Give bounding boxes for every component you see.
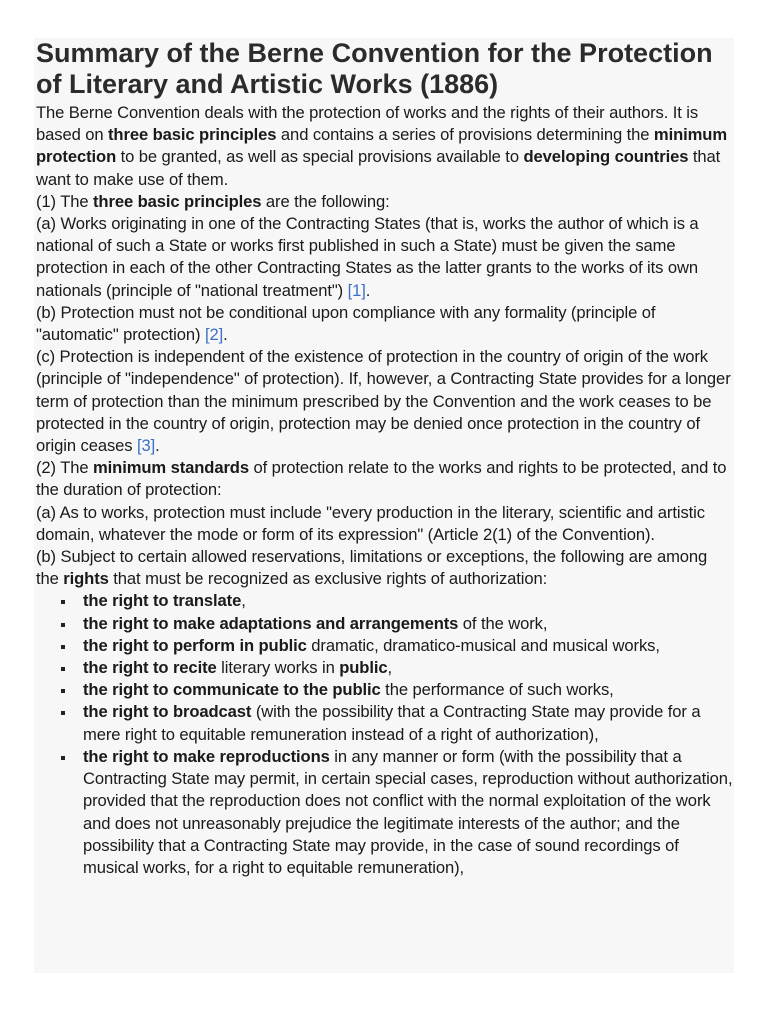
standard-b-text: (b) Subject to certain allowed reservations, limitations or exceptions, the following are among the [36,547,708,589]
section2-heading-bold: minimum standards [93,458,249,478]
intro-bold-minimum: minimum protection [36,125,727,167]
principle-a [36,213,732,302]
right-text: literary works in [216,658,340,678]
footnote-link-3[interactable]: [3] [136,436,156,456]
list-item [83,679,734,701]
list-item [83,657,734,679]
intro-text: that want to make use of them. [36,147,721,189]
right-bold: the right to broadcast [83,702,252,722]
principle-a-text: (a) Works originating in one of the Contracting States (that is, works the author of which is a national of such a State or works first published in such a State) must be given the same protection in each of the other Contracting States as the latter grants to the works of its own nationals (principle of "national treatment") [36,214,699,300]
principle-c-text: (c) Protection is independent of the existence of protection in the country of origin of the work (principle of "independence" of protection). If, however, a Contracting State provides for a longer term of protection than the minimum prescribed by the Convention and the work ceases to be protected in the country of origin, protection may be denied once protection in the country of origin ceases [36,347,731,456]
section2-heading [36,457,732,501]
document-body [34,102,734,590]
right-bold: public [339,658,388,678]
rights-list [34,590,734,879]
list-item [83,635,734,657]
list-item [83,590,734,612]
period: . [365,280,371,300]
period: . [155,436,160,456]
document-page [34,38,734,973]
principle-c [36,346,732,457]
section2-heading-text: of protection relate to the works and rights to be protected, and to the duration of protection: [36,458,727,500]
principle-b [36,302,732,346]
standard-a: (a) As to works, protection must include "every production in the literary, scientific and artistic domain, whatever the mode or form of its expression" (Article 2(1) of the Convention). [36,502,705,544]
right-text: dramatic, dramatico-musical and musical works, [306,635,660,655]
intro-paragraph [36,102,732,191]
footnote-link-1[interactable]: [1] [347,280,366,300]
section2-heading-text: (2) The [36,458,93,478]
right-text: the performance of such works, [380,680,614,700]
footnote-link-2[interactable]: [2] [204,325,224,345]
page-title: Summary of the Berne Convention for the Protection of Literary and Artistic Works (1886) [36,38,713,99]
right-bold: the right to communicate to the public [83,680,381,700]
standard-b-text: that must be recognized as exclusive rights of authorization: [108,569,548,589]
intro-text: The Berne Convention deals with the protection of works and the rights of their authors. It is based on [36,103,699,145]
right-bold: the right to make adaptations and arrangements [83,613,459,633]
intro-bold-developing: developing countries [523,147,689,167]
right-text: , [241,591,246,611]
period: . [223,325,228,345]
right-bold: the right to make reproductions [83,746,330,766]
right-bold: the right to recite [83,658,217,678]
list-item [83,613,734,635]
right-bold: the right to perform in public [83,635,307,655]
standard-b-bold: rights [63,569,109,589]
list-item [83,746,734,879]
section1-heading-text: (1) The [36,191,93,211]
section1-heading-text: are the following: [261,191,390,211]
section1-heading [36,191,732,213]
intro-bold-principles: three basic principles [108,125,277,145]
right-text: in any manner or form (with the possibility that a Contracting State may permit, in certain special cases, reproduction without authorization, provided that the reproduction does not conflict with the normal exploitation of the work and does not unreasonably prejudice the legitimate interests of the author; and the possibility that a Contracting State may provide, in the case of sound recordings of musical works, for a right to equitable remuneration), [83,746,733,877]
right-text: of the work, [458,613,548,633]
list-item [83,701,734,745]
intro-text: to be granted, as well as special provisions available to [116,147,524,167]
standard-b [36,546,732,590]
right-bold: the right to translate [83,591,242,611]
section1-heading-bold: three basic principles [93,191,262,211]
intro-text: and contains a series of provisions determining the [276,125,654,145]
right-text: (with the possibility that a Contracting State may provide for a mere right to equitable remuneration instead of a right of authorization), [83,702,701,744]
principle-b-text: (b) Protection must not be conditional upon compliance with any formality (principle of "automatic" protection) [36,302,656,345]
right-text: , [387,658,392,678]
